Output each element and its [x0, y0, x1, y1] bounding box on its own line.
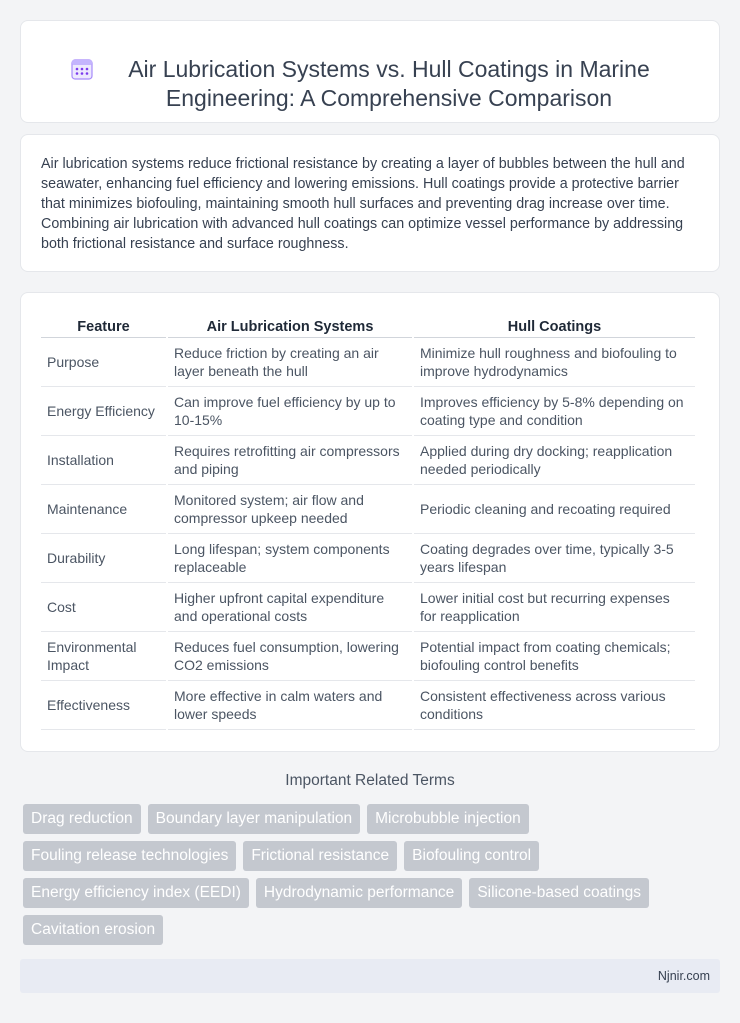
header-feature: Feature [41, 312, 166, 338]
title-wrap [70, 31, 670, 113]
hull-coatings-cell: Applied during dry docking; reapplication needed periodically [414, 436, 695, 485]
hull-coatings-cell: Lower initial cost but recurring expenses for reapplication [414, 583, 695, 632]
table-row [41, 681, 695, 730]
table-row [41, 436, 695, 485]
feature-cell: Durability [41, 534, 166, 583]
related-term-tag[interactable]: Hydrodynamic performance [256, 878, 462, 908]
intro-paragraph: Air lubrication systems reduce frictional resistance by creating a layer of bubbles between the hull and seawater, enhancing fuel efficiency and lowering emissions. Hull coatings provide a protective barrier that minimizes biofouling, maintaining smooth hull surfaces and preventing drag increase over time. Combining air lubrication with advanced hull coatings can optimize vessel performance by addressing both frictional resistance and surface roughness. [41, 156, 685, 252]
related-term-tag[interactable]: Silicone-based coatings [469, 878, 649, 908]
related-term-tag[interactable]: Fouling release technologies [23, 841, 236, 871]
air-lubrication-cell: Reduce friction by creating an air layer beneath the hull [168, 338, 412, 387]
feature-cell: Cost [41, 583, 166, 632]
table-row [41, 632, 695, 681]
related-terms-title: Important Related Terms [285, 772, 455, 789]
related-term-tag[interactable]: Biofouling control [404, 841, 539, 871]
table-row [41, 583, 695, 632]
calendar-grid-icon [70, 57, 94, 81]
footer [20, 959, 720, 993]
table-row [41, 387, 695, 436]
comparison-table-card [20, 292, 720, 752]
related-term-tag[interactable]: Microbubble injection [367, 804, 529, 834]
related-term-tag[interactable]: Energy efficiency index (EEDI) [23, 878, 249, 908]
related-term-tag[interactable]: Cavitation erosion [23, 915, 163, 945]
air-lubrication-cell: Reduces fuel consumption, lowering CO2 emissions [168, 632, 412, 681]
table-row [41, 485, 695, 534]
feature-cell: Maintenance [41, 485, 166, 534]
table-header-row [41, 312, 695, 338]
related-terms-list [23, 804, 723, 952]
related-term-tag[interactable]: Frictional resistance [243, 841, 397, 871]
hull-coatings-cell: Periodic cleaning and recoating required [414, 485, 695, 534]
title-card [20, 20, 720, 123]
feature-cell: Energy Efficiency [41, 387, 166, 436]
table-row [41, 534, 695, 583]
hull-coatings-cell: Potential impact from coating chemicals; biofouling control benefits [414, 632, 695, 681]
feature-cell: Purpose [41, 338, 166, 387]
air-lubrication-cell: Monitored system; air flow and compressor upkeep needed [168, 485, 412, 534]
hull-coatings-cell: Improves efficiency by 5-8% depending on coating type and condition [414, 387, 695, 436]
air-lubrication-cell: Can improve fuel efficiency by up to 10-15% [168, 387, 412, 436]
feature-cell: Installation [41, 436, 166, 485]
table-row [41, 338, 695, 387]
air-lubrication-cell: Requires retrofitting air compressors and piping [168, 436, 412, 485]
hull-coatings-cell: Consistent effectiveness across various conditions [414, 681, 695, 730]
comparison-table [39, 312, 697, 730]
related-term-tag[interactable]: Drag reduction [23, 804, 141, 834]
hull-coatings-cell: Minimize hull roughness and biofouling to improve hydrodynamics [414, 338, 695, 387]
related-term-tag[interactable]: Boundary layer manipulation [148, 804, 360, 834]
feature-cell: Effectiveness [41, 681, 166, 730]
header-air-lubrication: Air Lubrication Systems [168, 312, 412, 338]
air-lubrication-cell: Long lifespan; system components replaceable [168, 534, 412, 583]
page-title: Air Lubrication Systems vs. Hull Coatings in Marine Engineering: A Comprehensive Comparison [128, 55, 650, 111]
hull-coatings-cell: Coating degrades over time, typically 3-5 years lifespan [414, 534, 695, 583]
header-hull-coatings: Hull Coatings [414, 312, 695, 338]
air-lubrication-cell: More effective in calm waters and lower speeds [168, 681, 412, 730]
footer-site-link[interactable]: Njnir.com [657, 969, 710, 983]
air-lubrication-cell: Higher upfront capital expenditure and operational costs [168, 583, 412, 632]
feature-cell: Environmental Impact [41, 632, 166, 681]
intro-card [20, 134, 720, 272]
